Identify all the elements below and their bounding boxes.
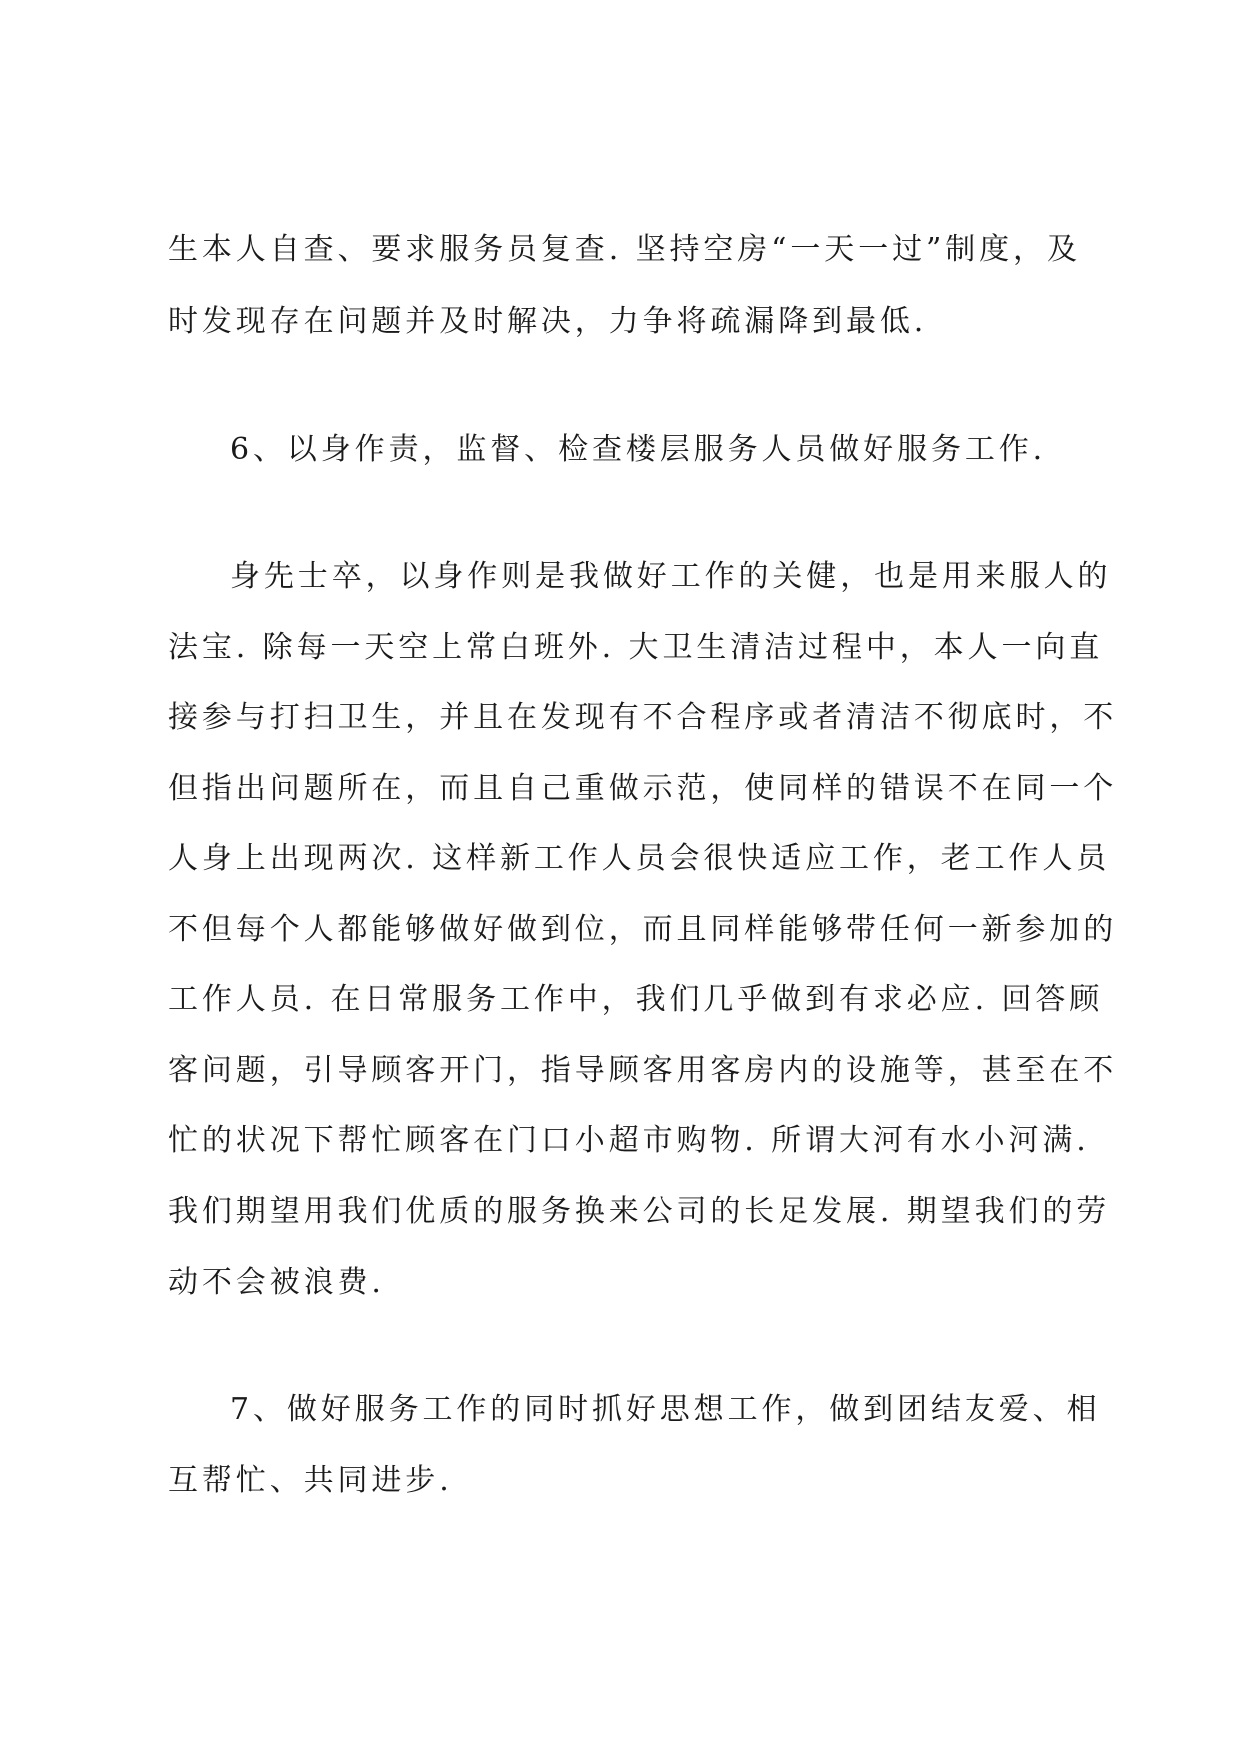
section-heading-6: 6、以身作责，监督、检查楼层服务人员做好服务工作.: [230, 432, 1047, 467]
paragraph-line: 动不会被浪费.: [168, 1265, 385, 1300]
paragraph-line: 身先士卒，以身作则是我做好工作的关健，也是用来服人的: [230, 559, 1112, 594]
paragraph-line: 但指出问题所在，而且自己重做示范，使同样的错误不在同一个: [168, 771, 1118, 806]
paragraph-line: 人身上出现两次. 这样新工作人员会很快适应工作，老工作人员: [168, 841, 1111, 876]
paragraph-line: 接参与打扫卫生，并且在发现有不合程序或者清洁不彻底时，不: [168, 700, 1118, 735]
section-heading-7: 7、做好服务工作的同时抓好思想工作，做到团结友爱、相: [230, 1392, 1101, 1427]
paragraph-line: 我们期望用我们优质的服务换来公司的长足发展. 期望我们的劳: [168, 1194, 1111, 1229]
paragraph-line: 忙的状况下帮忙顾客在门口小超市购物. 所谓大河有水小河满.: [168, 1123, 1090, 1158]
paragraph-line: 生本人自查、要求服务员复查. 坚持空房“一天一过”制度，及: [168, 232, 1081, 267]
paragraph-line: 互帮忙、共同进步.: [168, 1463, 453, 1498]
paragraph-line: 工作人员. 在日常服务工作中，我们几乎做到有求必应. 回答顾: [168, 982, 1104, 1017]
paragraph-line: 法宝. 除每一天空上常白班外. 大卫生清洁过程中，本人一向直: [168, 630, 1104, 665]
paragraph-line: 不但每个人都能够做好做到位，而且同样能够带任何一新参加的: [168, 912, 1118, 947]
paragraph-line: 客问题，引导顾客开门，指导顾客用客房内的设施等，甚至在不: [168, 1053, 1118, 1088]
paragraph-line: 时发现存在问题并及时解决，力争将疏漏降到最低.: [168, 304, 928, 339]
